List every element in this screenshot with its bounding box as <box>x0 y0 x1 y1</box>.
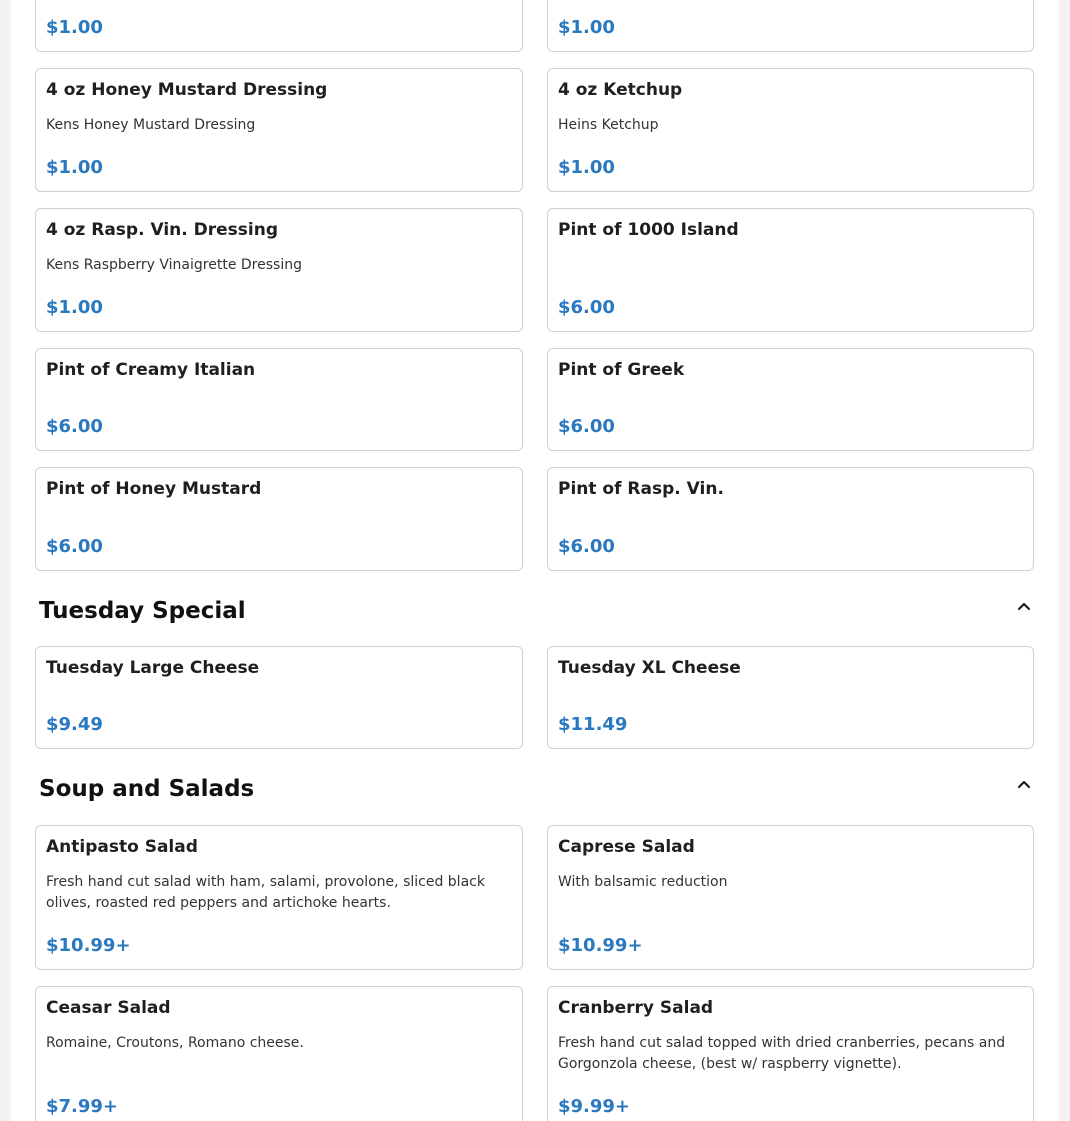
item-description: Heins Ketchup <box>558 117 659 133</box>
item-description: With balsamic reduction <box>558 874 728 890</box>
item-price: $6.00 <box>46 416 103 437</box>
item-name: Cranberry Salad <box>558 998 714 1018</box>
item-name: 4 oz Honey Mustard Dressing <box>46 80 328 100</box>
chevron-up-icon[interactable] <box>1013 776 1035 790</box>
item-name: Antipasto Salad <box>46 837 198 857</box>
item-name: 4 oz Ketchup <box>558 80 683 100</box>
item-price: $1.00 <box>558 17 615 38</box>
menu-item-card[interactable] <box>547 208 1034 332</box>
item-name: Tuesday XL Cheese <box>558 658 741 678</box>
menu-item-card[interactable] <box>35 986 523 1121</box>
menu-item-card[interactable] <box>547 825 1034 970</box>
menu-item-card[interactable] <box>35 0 523 52</box>
item-description: Kens Raspberry Vinaigrette Dressing <box>46 257 302 273</box>
item-price: $1.00 <box>46 297 103 318</box>
section-title-soup-and-salads: Soup and Salads <box>39 776 255 802</box>
chevron-up-icon[interactable] <box>1013 598 1035 612</box>
menu-item-card[interactable] <box>547 68 1034 192</box>
menu-item-card[interactable] <box>547 0 1034 52</box>
item-name: Ceasar Salad <box>46 998 171 1018</box>
menu-item-card[interactable] <box>35 348 523 451</box>
menu-item-card[interactable] <box>547 348 1034 451</box>
item-description: Kens Honey Mustard Dressing <box>46 117 256 133</box>
item-price: $10.99+ <box>46 935 131 956</box>
item-price: $11.49 <box>558 714 628 735</box>
item-name: Caprese Salad <box>558 837 695 857</box>
item-name: Pint of 1000 Island <box>558 220 739 240</box>
menu-item-card[interactable] <box>35 68 523 192</box>
item-description: Romaine, Croutons, Romano cheese. <box>46 1035 304 1051</box>
item-price: $6.00 <box>558 416 615 437</box>
item-price: $10.99+ <box>558 935 643 956</box>
item-price: $6.00 <box>46 536 103 557</box>
item-price: $6.00 <box>558 297 615 318</box>
menu-item-card[interactable] <box>35 825 523 970</box>
item-price: $1.00 <box>46 157 103 178</box>
item-name: Pint of Rasp. Vin. <box>558 479 724 499</box>
item-name: Pint of Creamy Italian <box>46 360 256 380</box>
menu-item-card[interactable] <box>35 646 523 749</box>
item-price: $9.99+ <box>558 1096 631 1117</box>
item-name: 4 oz Rasp. Vin. Dressing <box>46 220 278 240</box>
menu-item-card[interactable] <box>547 986 1034 1121</box>
item-description: Fresh hand cut salad with ham, salami, provolone, sliced black olives, roasted red peppers and artichoke hearts. <box>46 874 485 911</box>
item-name: Pint of Greek <box>558 360 685 380</box>
menu-item-card[interactable] <box>547 467 1034 571</box>
menu-page <box>11 0 1059 1121</box>
item-price: $7.99+ <box>46 1096 119 1117</box>
item-price: $1.00 <box>46 17 103 38</box>
item-price: $9.49 <box>46 714 103 735</box>
item-price: $1.00 <box>558 157 615 178</box>
item-name: Pint of Honey Mustard <box>46 479 262 499</box>
menu-item-card[interactable] <box>547 646 1034 749</box>
item-description: Fresh hand cut salad topped with dried cranberries, pecans and Gorgonzola cheese, (best w/ raspberry vignette). <box>558 1035 1006 1072</box>
item-price: $6.00 <box>558 536 615 557</box>
section-title-tuesday-special: Tuesday Special <box>39 598 246 624</box>
menu-item-card[interactable] <box>35 208 523 332</box>
menu-item-card[interactable] <box>35 467 523 571</box>
item-name: Tuesday Large Cheese <box>46 658 260 678</box>
